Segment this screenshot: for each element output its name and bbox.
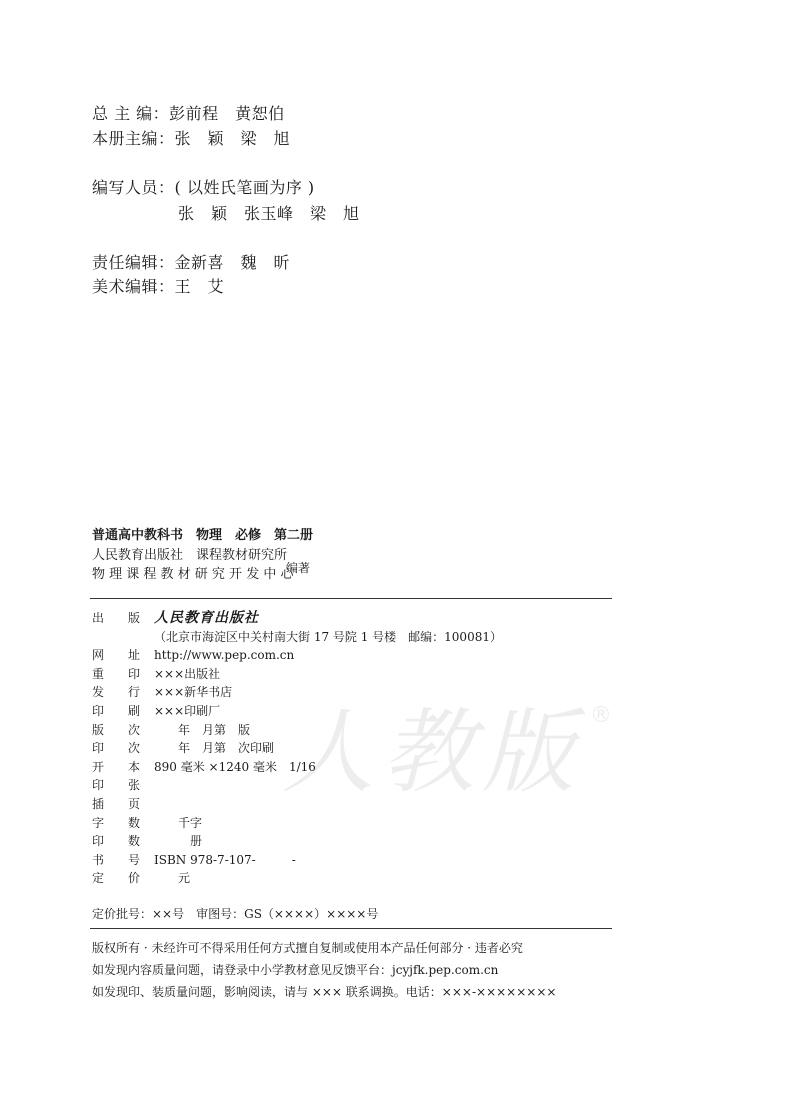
- writers-label: 编写人员：( 以姓氏笔画为序 ): [92, 178, 315, 197]
- detail-label: 版 次: [92, 722, 141, 737]
- detail-row: [92, 796, 154, 812]
- detail-value: 年 月第 版: [154, 722, 251, 737]
- detail-label: 插 页: [92, 797, 141, 811]
- detail-label: 印 次: [92, 741, 141, 756]
- responsible-editor: 责任编辑：金新喜 魏 昕: [92, 253, 291, 272]
- detail-value: [154, 610, 259, 626]
- detail-row: [92, 833, 202, 849]
- publisher-line: 人民教育出版社 课程教材研究所: [92, 548, 288, 563]
- detail-value: ×××新华书店: [154, 685, 233, 700]
- detail-value: ×××印刷厂: [154, 704, 221, 718]
- detail-value: 年 月第 次印刷: [154, 741, 275, 756]
- detail-label: 开 本: [92, 759, 141, 774]
- detail-value: 册: [154, 834, 203, 849]
- chief-editor: 总 主 编：彭前程 黄恕伯: [92, 104, 285, 123]
- detail-row: [92, 740, 274, 756]
- detail-value: （北京市海淀区中关村南大街 17 号院 1 号楼 邮编：100081）: [154, 629, 502, 644]
- detail-row: [92, 703, 220, 719]
- detail-value: ISBN 978-7-107- -: [154, 852, 296, 867]
- detail-value: 千字: [154, 815, 203, 830]
- detail-row: [92, 852, 296, 868]
- volume-editor: 本册主编：张 颖 梁 旭: [92, 129, 291, 148]
- detail-label: 定 价: [92, 871, 141, 886]
- price-approval: 定价批号：××号 审图号：GS（××××）××××号: [92, 907, 379, 921]
- center-line: 物 理 课 程 教 材 研 究 开 发 中 心: [92, 567, 294, 582]
- print-feedback: 如发现印、装质量问题，影响阅读，请与 ××× 联系调换。电话：×××-××××××××: [92, 985, 557, 999]
- detail-value: 890 毫米 ×1240 毫米 1/16: [154, 759, 316, 774]
- detail-row: [92, 610, 259, 626]
- detail-label: 字 数: [92, 815, 141, 830]
- detail-value: ×××出版社: [154, 666, 221, 681]
- author-role: 编著: [286, 561, 311, 575]
- svg-text:®: ®: [590, 703, 612, 728]
- art-editor: 美术编辑：王 艾: [92, 277, 225, 296]
- detail-row: [92, 647, 294, 663]
- detail-label: 发 行: [92, 685, 141, 700]
- detail-row: [92, 759, 316, 775]
- book-title: 普通高中教科书 物理 必修 第二册: [92, 528, 314, 543]
- detail-row: [92, 666, 220, 682]
- watermark-logo: [272, 688, 612, 808]
- top-rule: [90, 598, 612, 599]
- detail-label: 印 数: [92, 834, 141, 849]
- detail-row: [92, 722, 250, 738]
- detail-label: 书 号: [92, 852, 141, 867]
- detail-label: 重 印: [92, 666, 141, 681]
- detail-label: 出 版: [92, 611, 141, 625]
- detail-row: [92, 629, 502, 645]
- detail-label: 网 址: [92, 648, 141, 663]
- detail-row: [92, 777, 154, 793]
- detail-value: http://www.pep.com.cn: [154, 648, 295, 663]
- svg-text:人教版: 人教版: [282, 699, 583, 806]
- detail-row: [92, 870, 190, 886]
- detail-row: [92, 815, 202, 831]
- detail-row: [92, 684, 232, 700]
- bottom-rule: [90, 928, 612, 929]
- writers-names: 张 颖 张玉峰 梁 旭: [178, 204, 360, 223]
- publisher-logo: 人民教育出版社: [154, 610, 259, 626]
- copyright-notice: 版权所有 · 未经许可不得采用任何方式擅自复制或使用本产品任何部分 · 违者必究: [92, 941, 523, 955]
- detail-value: 元: [154, 871, 191, 886]
- content-feedback: 如发现内容质量问题，请登录中小学教材意见反馈平台：jcyjfk.pep.com.cn: [92, 963, 499, 977]
- detail-label: 印 张: [92, 778, 141, 793]
- detail-label: 印 刷: [92, 704, 141, 718]
